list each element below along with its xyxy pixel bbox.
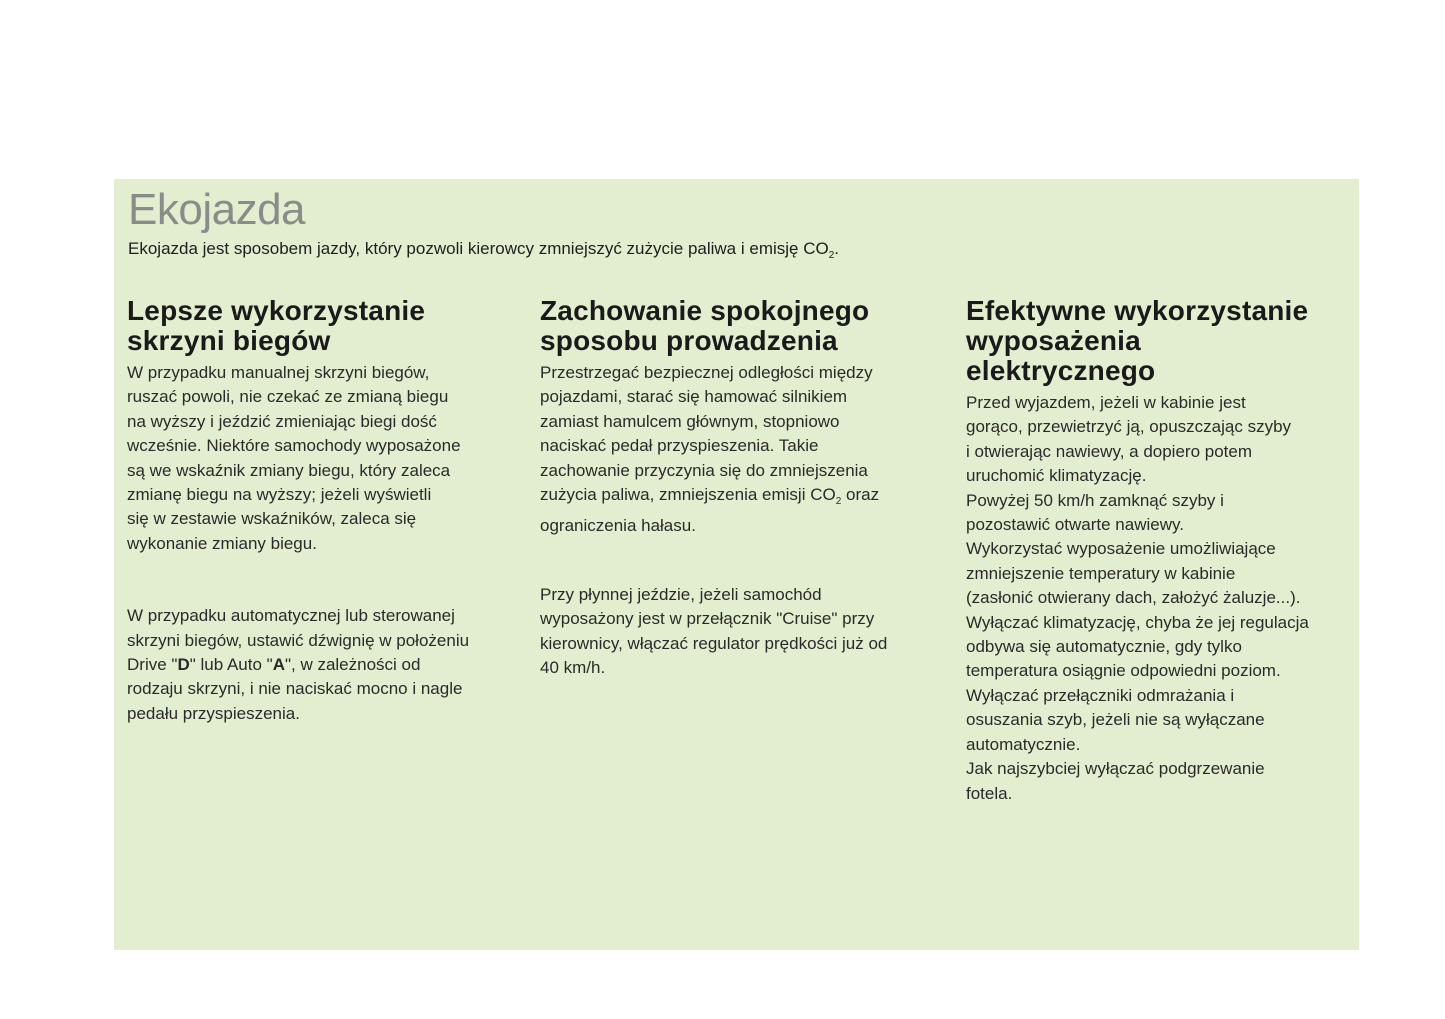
column-heading: Zachowanie spokojnego sposobu prowadzenia <box>540 295 870 356</box>
paragraph-cruise: Przy płynnej jeździe, jeżeli samochód wyposażony jest w przełącznik "Cruise" przy kierownicy, włączać regulator prędkości już od 40 km/h. <box>540 584 888 678</box>
text-fragment: ", w zależności od rodzaju skrzyni, i nie naciskać mocno i nagle pedału przyspieszenia. <box>127 655 463 723</box>
paragraph-automatic <box>127 604 517 726</box>
text-fragment: " lub Auto " <box>189 655 273 675</box>
intro-text <box>128 236 839 269</box>
bold-a: A <box>272 655 285 675</box>
paragraph-electrical: Przed wyjazdem, jeżeli w kabinie jest gorąco, przewietrzyć ją, opuszczając szyby i otwierając nawiewy, a dopiero potem uruchomić klimatyzację. Powyżej 50 km/h zamknąć szyby i pozostawić otwarte nawiewy. Wykorzystać wyposażenie umożliwiające zmniejszenie temperatury w kabinie (zasłonić otwierany dach, założyć żaluzje...). Wyłączać klimatyzację, chyba że jej regulacja odbywa się automatycznie, gdy tylko temperatura osiągnie odpowiedni poziom. Wyłączać przełączniki odmrażania i osuszania szyb, jeżeli nie są wyłączane automatycznie. Jak najszybciej wyłączać podgrzewanie fotela. <box>966 393 1309 803</box>
column-gearbox <box>127 296 517 726</box>
paragraph-manual: W przypadku manualnej skrzyni biegów, ruszać powoli, nie czekać ze zmianą biegu na wyższy i jeździć zmieniając biegi dość wcześnie. Niektóre samochody wyposażone są we wskaźnik zmiany biegu, który zaleca zmianę biegu na wyższy; jeżeli wyświetli się w zestawie wskaźników, zaleca się wykonanie zmiany biegu. <box>127 363 461 553</box>
intro-end: . <box>834 239 840 258</box>
co2-subscript: 2 <box>835 496 842 508</box>
intro-subscript: 2 <box>828 250 835 261</box>
page-title: Ekojazda <box>128 185 306 234</box>
column-driving <box>540 296 940 680</box>
bold-d: D <box>177 655 190 675</box>
column-electrical <box>966 296 1351 806</box>
column-heading: Lepsze wykorzystanie skrzyni biegów <box>127 295 426 356</box>
column-heading: Efektywne wykorzystanie wyposażenia elektrycznego <box>966 295 1309 386</box>
intro-main: Ekojazda jest sposobem jazdy, który pozwoli kierowcy zmniejszyć zużycie paliwa i emisję CO <box>128 239 829 258</box>
text-fragment: oraz ograniczenia hałasu. <box>540 485 880 536</box>
paragraph-distance <box>540 361 940 539</box>
text-fragment: W przypadku automatycznej lub sterowanej skrzyni biegów, ustawić dźwignię w położeniu Drive " <box>127 606 470 675</box>
text-fragment: Przestrzegać bezpiecznej odległości między pojazdami, starać się hamować silnikiem zamiast hamulcem głównym, stopniowo naciskać pedał przyspieszenia. Takie zachowanie przyczynia się do zmniejszenia zużycia paliwa, zmniejszenia emisji CO <box>540 363 873 505</box>
